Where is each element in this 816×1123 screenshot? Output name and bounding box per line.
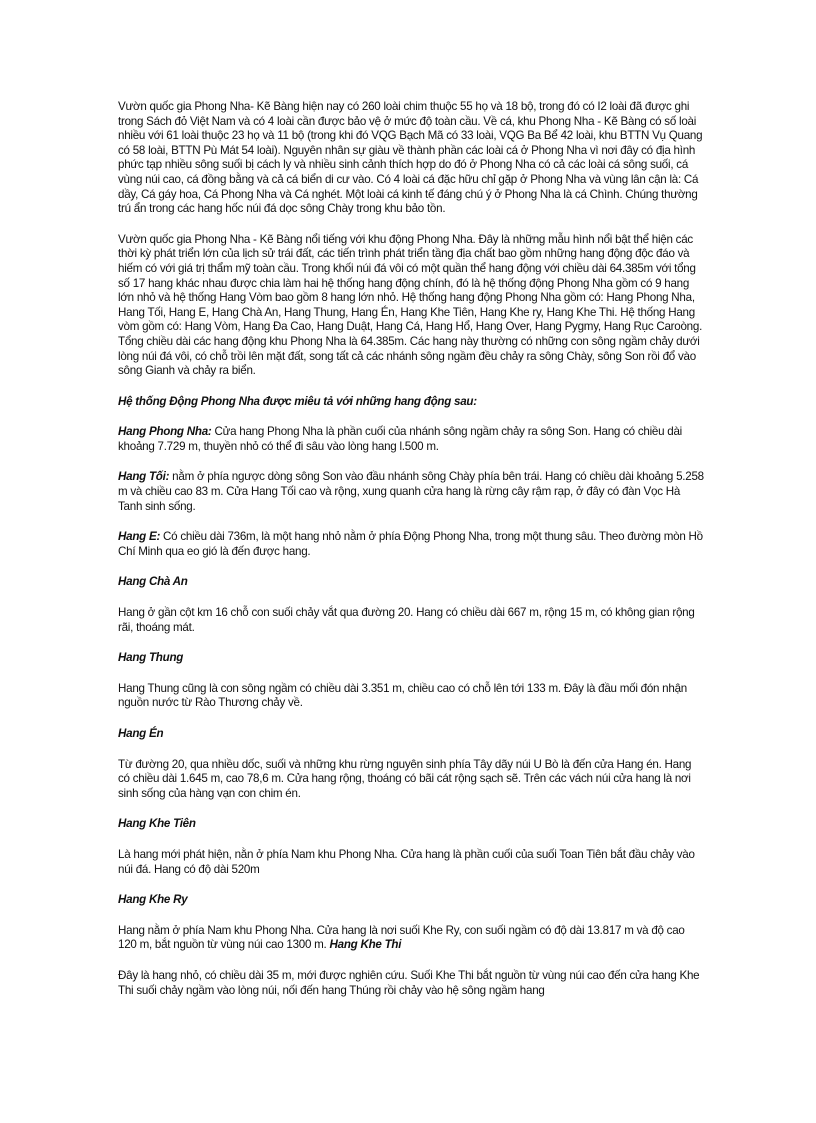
cave-text-cha-an: Hang ở gần cột km 16 chỗ con suối chảy vắt qua đường 20. Hang có chiều dài 667 m, rộng 15 m, có không gian rộng rãi, thoáng mát. bbox=[118, 606, 695, 634]
paragraph-fauna: Vườn quốc gia Phong Nha- Kẽ Bàng hiện nay có 260 loài chim thuộc 55 họ và 18 bộ, trong đó có I2 loài đã được ghi trong Sách đỏ Việt Nam và có 4 loài cần được bảo vệ ở mức độ toàn cầu. Về cá, khu Phong Nha - Kẽ Bàng có số loài nhiều với 61 loài thuộc 23 họ và 11 bộ (trong khi đó VQG Bạch Mã có 33 loài, VQG Ba Bể 42 loài, khu BTTN Vụ Quang có 58 loài, BTTN Pù Mát 54 loài). Nguyên nhân sự giàu về thành phần các loài cá ở Phong Nha vì nơi đây có địa hình phức tạp nhiều sông suối bị cách ly và nhiều sinh cảnh thích hợp do đó ở Phong Nha có cả các loài cá sông suối, cá vùng núi cao, cá đồng bằng và cả cá biển di cư vào. Có 4 loài cá đặc hữu chỉ gặp ở Phong Nha và vùng lân cận là: Cá dầy, Cá gáy hoa, Cá Phong Nha và Cá nghét. Một loài cá kinh tế đáng chú ý ở Phong Nha là cá Chình. Chúng thường trú ẩn trong các hang hốc núi đá dọc sông Chày trong khu bảo tồn. bbox=[118, 100, 703, 216]
cave-label-phong-nha: Hang Phong Nha: bbox=[118, 425, 212, 439]
heading-en: Hang Én bbox=[118, 727, 164, 740]
heading-cha-an: Hang Chà An bbox=[118, 575, 188, 589]
section-heading: Hệ thống Động Phong Nha được miêu tả với những hang động sau: bbox=[118, 394, 477, 408]
cave-text-thung: Hang Thung cũng là con sông ngầm có chiều dài 3.351 m, chiều cao có chỗ lên tới 133 m. Đây là đầu mối đón nhận nguồn nước từ Rào Thương chảy về. bbox=[118, 681, 687, 710]
paragraph-caves-overview: Vườn quốc gia Phong Nha - Kẽ Bàng nổi tiếng với khu động Phong Nha. Đây là những mẫu hình nổi bật thể hiện các thời kỳ phát triển lớn của lịch sử trái đất, các tiến trình phát triển tầng địa chất bao gồm những hang động độc đáo và hiếm có với giá trị thẩm mỹ toàn cầu. Trong khối núi đá vôi có một quần thể hang động với chiều dài 64.385m với tổng số 17 hang khác nhau được chia làm hai hệ thống hang động chính, đó là hệ thống động Phong Nha gồm có 9 hang lớn nhỏ và hệ thống Hang Vòm bao gồm 8 hang lớn nhỏ. Hệ thống hang động Phong Nha gồm có: Hang Phong Nha, Hang Tối, Hang E, Hang Chà An, Hang Thung, Hang Én, Hang Khe Tiên, Hang Khe ry, Hang Khe Thi. Hệ thống Hang vòm gồm có: Hang Vòm, Hang Đa Cao, Hang Duật, Hang Cá, Hang Hổ, Hang Over, Hang Pygmy, Hang Rục Caroòng. Tổng chiều dài các hang động khu Phong Nha là 64.385m. Các hang này thường có những con sông ngầm chảy dưới lòng núi đá vôi, có chỗ trồi lên mặt đất, song tất cả các nhánh sông ngầm đều chảy ra sông Chày, sông Son rồi đổ vào sông Gianh và chảy ra biển. bbox=[118, 232, 703, 378]
cave-phong-nha bbox=[118, 425, 704, 454]
cave-khe-ry bbox=[118, 924, 704, 953]
heading-khe-ry: Hang Khe Ry bbox=[118, 893, 188, 907]
cave-text-khe-ry: Hang nằm ở phía Nam khu Phong Nha. Cửa hang là nơi suối Khe Ry, con suối ngầm có độ dài 13.817 m và độ cao 120 m, bắt nguồn từ vùng núi cao 1300 m. bbox=[118, 923, 685, 952]
heading-khe-tien: Hang Khe Tiên bbox=[118, 817, 196, 831]
heading-khe-thi: Hang Khe Thi bbox=[329, 938, 402, 952]
cave-toi bbox=[118, 470, 704, 514]
cave-label-e: Hang E: bbox=[118, 530, 161, 544]
cave-text-toi: nằm ở phía ngược dòng sông Son vào đầu nhánh sông Chày phía bên trái. Hang có chiều dài khoảng 5.258 m và chiều cao 83 m. Cửa Hang Tối cao và rộng, xung quanh cửa hang là rừng cây rậm rạp, ở đây có đàn Vọc Hà Tanh sinh sống. bbox=[118, 470, 704, 513]
cave-text-khe-tien: Là hang mới phát hiện, nằn ở phía Nam khu Phong Nha. Cửa hang là phần cuối của suối Toan Tiên bắt đầu chảy vào núi đá. Hang có độ dài 520m bbox=[118, 847, 695, 876]
heading-thung: Hang Thung bbox=[118, 651, 184, 665]
cave-label-toi: Hang Tối: bbox=[118, 470, 170, 484]
cave-text-en: Từ đường 20, qua nhiều dốc, suối và những khu rừng nguyên sinh phía Tây dãy núi U Bò là đến cửa Hang én. Hang có chiều dài 1.645 m, cao 78,6 m. Cửa hang rộng, thoáng có bãi cát rộng sạch sẽ. Trên các vách núi cửa hang là nơi sinh sống của hàng vạn con chim én. bbox=[118, 757, 692, 800]
cave-text-khe-thi: Đây là hang nhỏ, có chiều dài 35 m, mới được nghiên cứu. Suối Khe Thi bắt nguồn từ vùng núi cao đến cửa hang Khe Thi suối chảy ngầm vào lòng núi, nối đến hang Thúng rồi chảy vào hệ sông ngầm hang bbox=[118, 968, 700, 997]
cave-e bbox=[118, 530, 704, 559]
cave-text-phong-nha: Cửa hang Phong Nha là phần cuối của nhánh sông ngầm chảy ra sông Son. Hang có chiều dài khoảng 7.729 m, thuyền nhỏ có thể đi sâu vào lòng hang l.500 m. bbox=[118, 425, 682, 453]
cave-text-e: Có chiều dài 736m, là một hang nhỏ nằm ở phía Động Phong Nha, trong một thung sâu. Theo đường mòn Hồ Chí Minh qua eo gió là đến được hang. bbox=[118, 530, 703, 558]
